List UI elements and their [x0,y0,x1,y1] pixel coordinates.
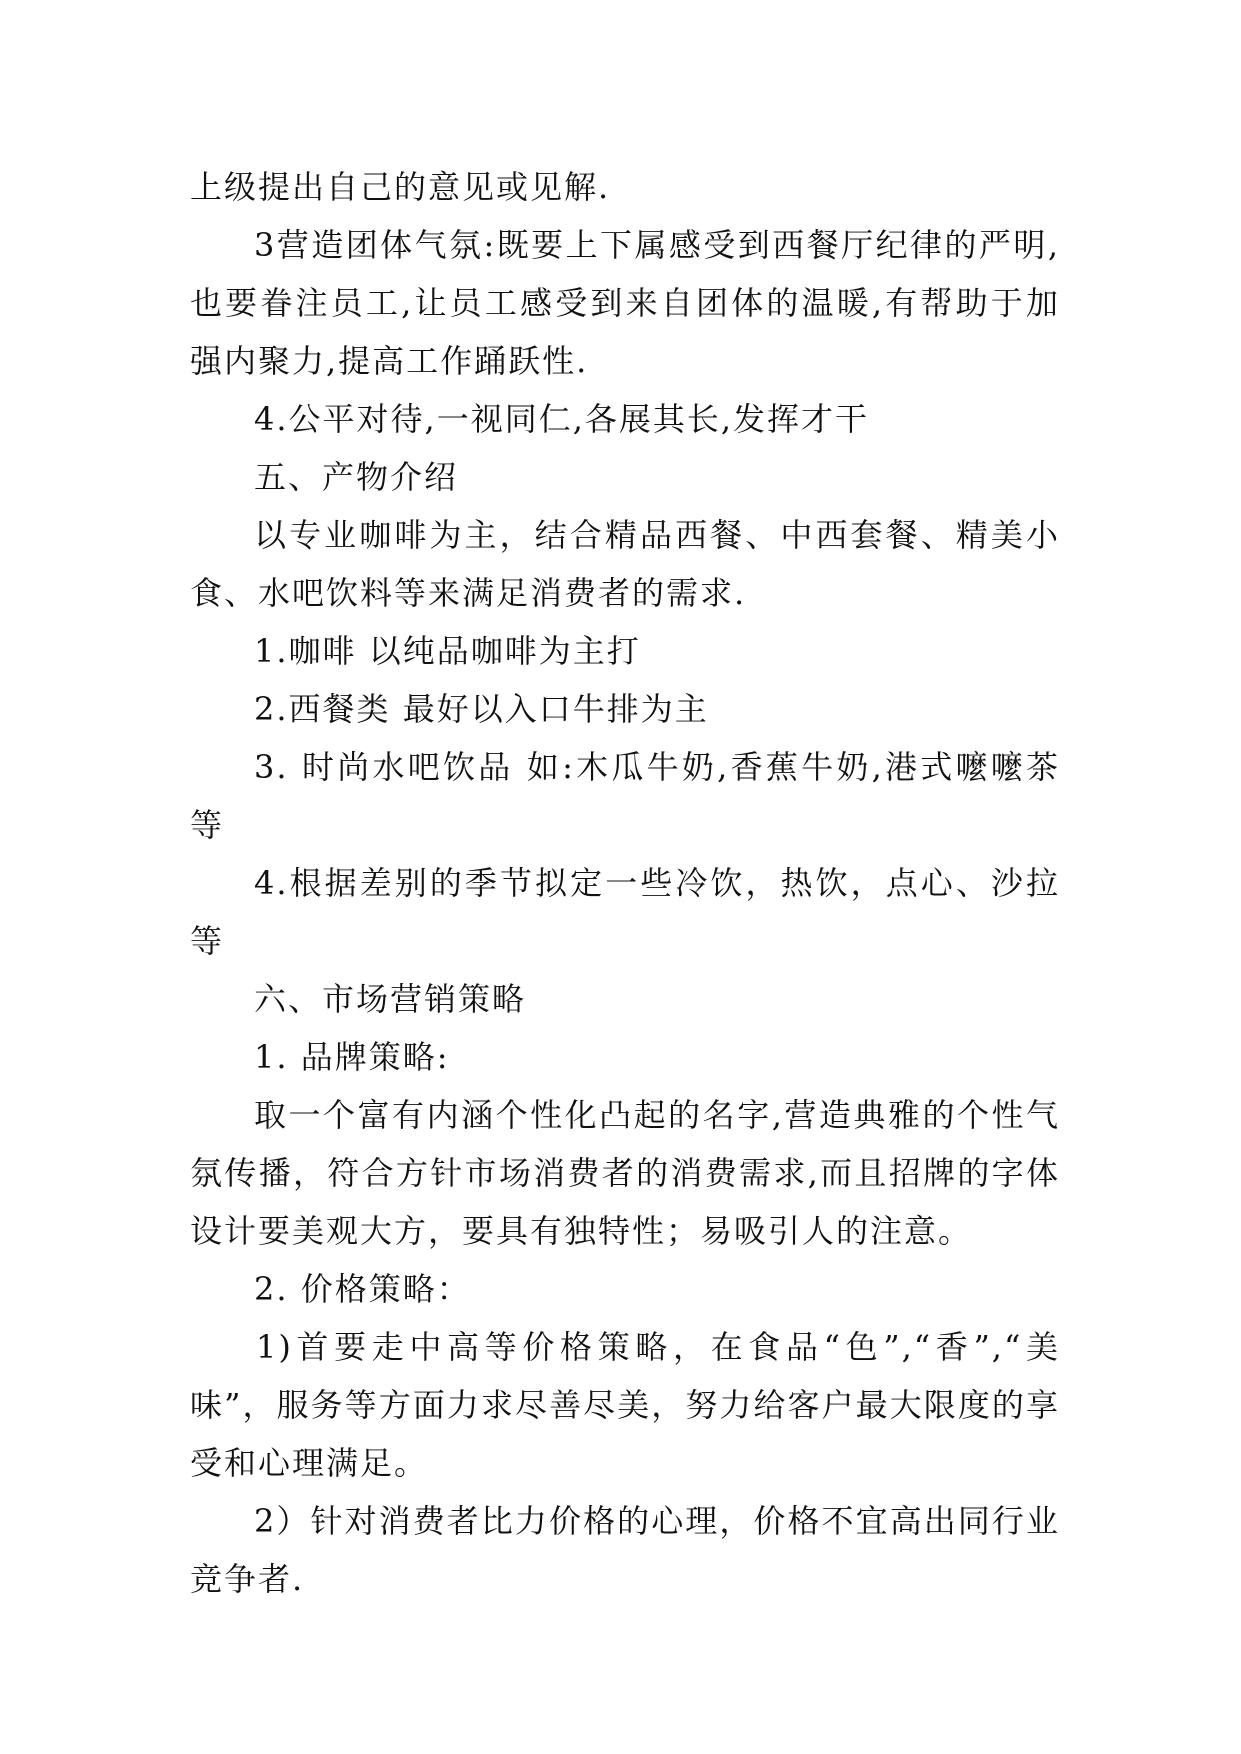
paragraph-fair-treatment: 4.公平对待,一视同仁,各展其长,发挥才干 [254,400,870,438]
document-body [190,158,1060,1608]
paragraph-brand-strategy: 取一个富有内涵个性化凸起的名字,营造典雅的个性气氛传播，符合方针市场消费者的消费需求,而且招牌的字体设计要美观大方，要具有独特性；易吸引人的注意。 [190,1096,1060,1250]
subheading-price-strategy: 2. 价格策略： [254,1270,471,1308]
paragraph-price-strategy-2: 2）针对消费者比力价格的心理，价格不宜高出同行业竞争者. [190,1502,1060,1598]
list-item-western-food: 2.西餐类 最好以入口牛排为主 [254,690,709,728]
section-heading-products: 五、产物介绍 [254,458,459,496]
paragraph-team-atmosphere: 3营造团体气氛:既要上下属感受到西餐厅纪律的严明,也要眷注员工,让员工感受到来自团体的温暖,有帮助于加强内聚力,提高工作踊跃性. [190,226,1060,380]
subheading-brand-strategy: 1. 品牌策略: [254,1038,450,1076]
paragraph-products-intro: 以专业咖啡为主，结合精品西餐、中西套餐、精美小食、水吧饮料等来满足消费者的需求. [190,516,1060,612]
paragraph-continuation: 上级提出自己的意见或见解. [190,168,611,206]
list-item-coffee: 1.咖啡 以纯品咖啡为主打 [254,632,641,670]
list-item-drinks: 3. 时尚水吧饮品 如:木瓜牛奶,香蕉牛奶,港式嚒嚒茶等 [190,748,1060,844]
section-heading-marketing: 六、市场营销策略 [254,980,527,1018]
paragraph-price-strategy-1: 1)首要走中高等价格策略，在食品“色”,“香”,“美味”，服务等方面力求尽善尽美，努力给客户最大限度的享受和心理满足。 [190,1328,1060,1482]
list-item-seasonal: 4.根据差别的季节拟定一些冷饮，热饮，点心、沙拉等 [190,864,1060,960]
